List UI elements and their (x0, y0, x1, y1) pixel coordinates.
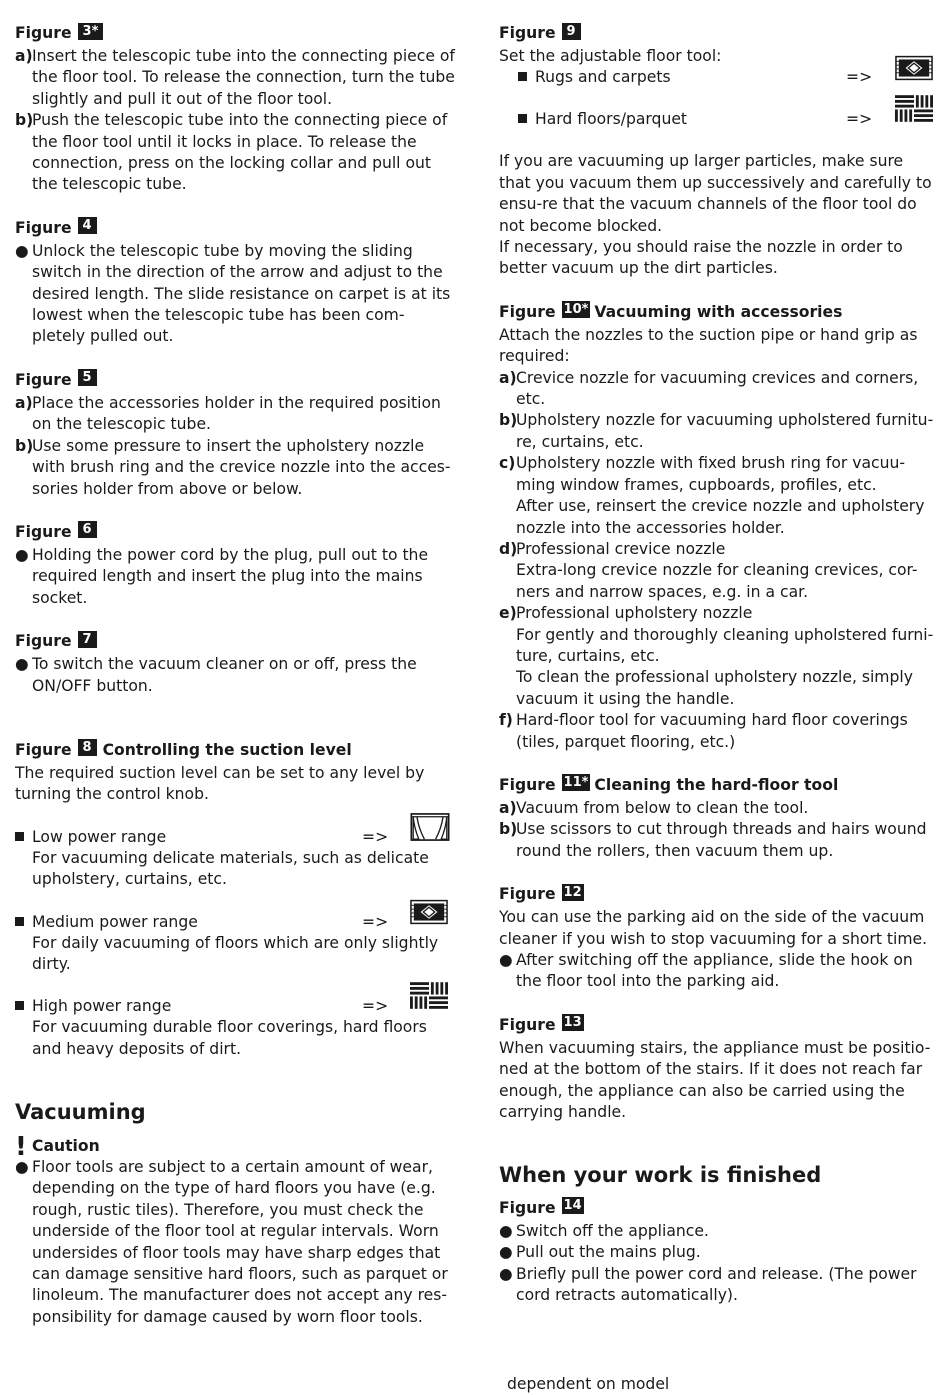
power-range-description (15, 1017, 455, 1060)
square-bullet-icon (518, 114, 527, 123)
list-marker: d) (499, 539, 518, 558)
paragraph: If you are vacuuming up larger particles, make sure that you vacuum them up successively and carefully to ensu-re that the vacuum channels of the floor tool do not become blocked. (499, 152, 932, 235)
list-marker: b) (499, 411, 518, 430)
description-text: For vacuuming durable floor coverings, hard floors and heavy deposits of dirt. (32, 1018, 427, 1058)
bullet-icon: ● (15, 1158, 29, 1176)
bullet-icon: ● (499, 951, 513, 969)
warning-icon: ! (15, 1131, 27, 1162)
list-item (499, 798, 939, 819)
list-continuation (499, 560, 939, 603)
list-item (499, 410, 939, 453)
figure-label: Figure (499, 1199, 556, 1218)
list-continuation (499, 667, 939, 710)
figure-number: 7 (78, 631, 97, 648)
list-marker: b) (15, 111, 34, 130)
figure-number: 9 (562, 23, 581, 40)
list-item (499, 603, 939, 624)
list-marker: a) (15, 393, 33, 412)
list-text: Vacuum from below to clean the tool. (516, 798, 809, 817)
paragraph: When vacuuming stairs, the appliance must be positio-ned at the bottom of the stairs. If it does not reach far enough, the appliance can also be carried using the carrying handle. (499, 1038, 931, 1122)
figure-9-heading (499, 22, 939, 46)
bullet-text: Switch off the appliance. (516, 1221, 709, 1240)
description-text: For daily vacuuming of floors which are only slightly dirty. (32, 933, 439, 973)
caution-bullet (15, 1157, 455, 1328)
bullet-text: Briefly pull the power cord and release. (The power cord retracts automatically). (516, 1264, 917, 1305)
figure-number: 4 (78, 217, 97, 234)
paragraph: The required suction level can be set to any level by turning the control knob. (15, 763, 425, 804)
power-range-medium (15, 912, 455, 933)
list-item (15, 393, 455, 436)
square-bullet-icon (518, 72, 527, 81)
figure-label: Figure (499, 303, 556, 322)
arrow-symbol: => (362, 912, 389, 931)
list-text: Upholstery nozzle with fixed brush ring for vacuu-ming window frames, cupboards, profiles, etc. (516, 454, 906, 494)
figure-label: Figure (499, 24, 556, 43)
bullet-item (499, 950, 939, 993)
figure-label: Figure (15, 741, 72, 760)
power-range-description (15, 848, 455, 891)
hard-floor-icon (895, 95, 933, 122)
floor-setting-label: Rugs and carpets (535, 68, 671, 87)
list-marker: b) (499, 820, 518, 839)
figure-4-heading (15, 217, 455, 241)
paragraph: If necessary, you should raise the nozzle in order to better vacuum up the dirt particles. (499, 238, 903, 278)
power-range-label: High power range (32, 997, 172, 1016)
figure-label: Figure (15, 523, 72, 542)
paragraph: Attach the nozzles to the suction pipe or hand grip as required: (499, 325, 918, 366)
paragraph: You can use the parking aid on the side of the vacuum cleaner if you wish to stop vacuuming for a short time. (499, 908, 928, 948)
list-text: Upholstery nozzle for vacuuming upholstered furnitu-re, curtains, etc. (516, 411, 934, 451)
figure-13-heading (499, 1014, 939, 1038)
figure-6-heading (15, 521, 455, 545)
list-item (499, 368, 939, 411)
bullet-icon: ● (15, 241, 29, 260)
figure-title: Vacuuming with accessories (594, 303, 843, 322)
list-text: To clean the professional upholstery nozzle, simply vacuum it using the handle. (516, 668, 913, 708)
list-text: Crevice nozzle for vacuuming crevices and corners, etc. (516, 368, 919, 409)
figure-label: Figure (15, 24, 72, 43)
figure-number: 11* (563, 775, 589, 791)
list-marker: c) (499, 454, 516, 473)
floor-setting-rugs (499, 67, 939, 88)
figure-number: 14 (563, 1198, 582, 1214)
list-text: Professional upholstery nozzle (516, 604, 753, 623)
list-text: Extra-long crevice nozzle for cleaning crevices, cor-ners and narrow spaces, e.g. in a car. (516, 561, 918, 601)
figure-label: Figure (499, 776, 556, 795)
power-range-description (15, 933, 455, 976)
square-bullet-icon (15, 917, 24, 926)
floor-setting-hard (499, 109, 939, 130)
figure-label: Figure (15, 219, 72, 238)
power-range-label: Low power range (32, 827, 167, 846)
figure-11-heading (499, 774, 939, 798)
list-marker: a) (499, 368, 517, 387)
left-column (15, 22, 455, 1328)
list-item (15, 110, 455, 196)
curtain-icon (410, 813, 450, 841)
figure-number: 5 (78, 369, 97, 386)
bullet-item (499, 1264, 939, 1307)
figure-14-heading (499, 1197, 939, 1221)
list-text: Insert the telescopic tube into the connecting piece of the floor tool. To release the connection, turn the tube slightly and pull it out of the floor tool. (32, 47, 455, 108)
list-continuation (499, 496, 939, 539)
bullet-item (15, 241, 455, 348)
bullet-text: Unlock the telescopic tube by moving the sliding switch in the direction of the arrow and adjust to the desired length. The slide resistance on carpet is at its lowest when the telescopic tube has been com-pletely pulled out. (32, 241, 451, 346)
hard-floor-icon (410, 982, 448, 1009)
list-item (499, 710, 939, 753)
figure-number: 12 (563, 884, 582, 900)
list-marker: a) (15, 47, 33, 65)
bullet-item (499, 1242, 939, 1263)
list-marker: b) (15, 436, 34, 455)
list-text: Push the telescopic tube into the connecting piece of the floor tool until it locks in place. To release the connection, press on the locking collar and pull out the telescopic tube. (32, 111, 448, 194)
list-continuation (499, 625, 939, 668)
figure-label: Figure (499, 885, 556, 904)
list-marker: e) (499, 604, 517, 623)
list-text: Use scissors to cut through threads and hairs wound round the rollers, then vacuum them up. (516, 820, 927, 860)
figure-label: Figure (15, 632, 72, 651)
bullet-text: Pull out the mains plug. (516, 1243, 701, 1262)
list-text: After use, reinsert the crevice nozzle and upholstery nozzle into the accessories holder. (516, 497, 925, 537)
list-text: For gently and thoroughly cleaning upholstered furni-ture, curtains, etc. (516, 625, 934, 665)
bullet-icon: ● (499, 1221, 513, 1240)
bullet-icon: ● (499, 1243, 513, 1262)
carpet-icon (410, 899, 448, 925)
list-text: Use some pressure to insert the upholstery nozzle with brush ring and the crevice nozzle into the acces-sories holder from above or below. (32, 436, 451, 498)
figure-5-heading (15, 369, 455, 393)
arrow-symbol: => (846, 110, 873, 129)
figure-3-heading (15, 22, 455, 46)
figure-12-heading (499, 883, 939, 907)
bullet-item (499, 1221, 939, 1242)
figure-label: Figure (15, 371, 72, 390)
figure-title: Controlling the suction level (102, 741, 352, 760)
carpet-icon (895, 55, 933, 81)
list-text: Place the accessories holder in the required position on the telescopic tube. (32, 393, 441, 434)
figure-number: 8 (78, 739, 97, 756)
right-column (499, 22, 939, 1306)
bullet-text: After switching off the appliance, slide the hook on the floor tool into the parking aid. (516, 951, 913, 991)
square-bullet-icon (15, 832, 24, 841)
figure-number: 3* (78, 23, 104, 40)
bullet-text: Holding the power cord by the plug, pull out to the required length and insert the plug into the mains socket. (32, 545, 429, 607)
list-item (499, 453, 939, 496)
caution-label: Caution (32, 1136, 100, 1155)
figure-number: 6 (78, 521, 97, 538)
arrow-symbol: => (362, 827, 389, 846)
square-bullet-icon (15, 1001, 24, 1010)
figure-title: Cleaning the hard-floor tool (594, 776, 839, 795)
list-item (499, 539, 939, 560)
list-item (15, 46, 455, 110)
floor-setting-label: Hard floors/parquet (535, 110, 688, 129)
figure-label: Figure (499, 1016, 556, 1035)
bullet-item (15, 654, 455, 697)
arrow-symbol: => (846, 68, 873, 87)
bullet-icon: ● (15, 655, 29, 674)
list-item (499, 819, 939, 862)
section-heading-vacuuming: Vacuuming (15, 1100, 146, 1125)
figure-7-heading (15, 630, 455, 654)
figure-number: 13 (563, 1015, 582, 1031)
section-heading-finished: When your work is finished (499, 1163, 822, 1188)
bullet-icon: ● (499, 1264, 513, 1283)
caution-text: Floor tools are subject to a certain amount of wear, depending on the type of hard floors you have (e.g. rough, rustic tiles). Therefore, you must check the underside of the floor tool at regular intervals. Worn undersides of floor tools may have sharp edges that can damage sensitive hard floors, such as parquet or linoleum. The manufacturer does not accept any res-ponsibility for damage caused by worn floor tools. (32, 1158, 448, 1326)
bullet-item (15, 545, 455, 609)
list-item (15, 436, 455, 500)
paragraph: Set the adjustable floor tool: (499, 47, 722, 65)
power-range-low (15, 827, 455, 848)
figure-number: 10* (563, 302, 589, 318)
bullet-icon: ● (15, 545, 29, 564)
description-text: For vacuuming delicate materials, such as delicate upholstery, curtains, etc. (32, 848, 429, 889)
list-marker: f) (499, 711, 513, 730)
power-range-high (15, 996, 455, 1017)
footer-note: dependent on model (507, 1375, 670, 1393)
figure-10-heading (499, 301, 939, 325)
arrow-symbol: => (362, 997, 389, 1016)
power-range-label: Medium power range (32, 912, 198, 931)
caution-title (15, 1131, 455, 1162)
list-text: Hard-floor tool for vacuuming hard floor coverings (tiles, parquet flooring, etc.) (516, 711, 908, 751)
list-text: Professional crevice nozzle (516, 539, 726, 558)
list-marker: a) (499, 798, 517, 817)
bullet-text: To switch the vacuum cleaner on or off, press the ON/OFF button. (32, 655, 417, 695)
figure-8-heading (15, 739, 455, 763)
